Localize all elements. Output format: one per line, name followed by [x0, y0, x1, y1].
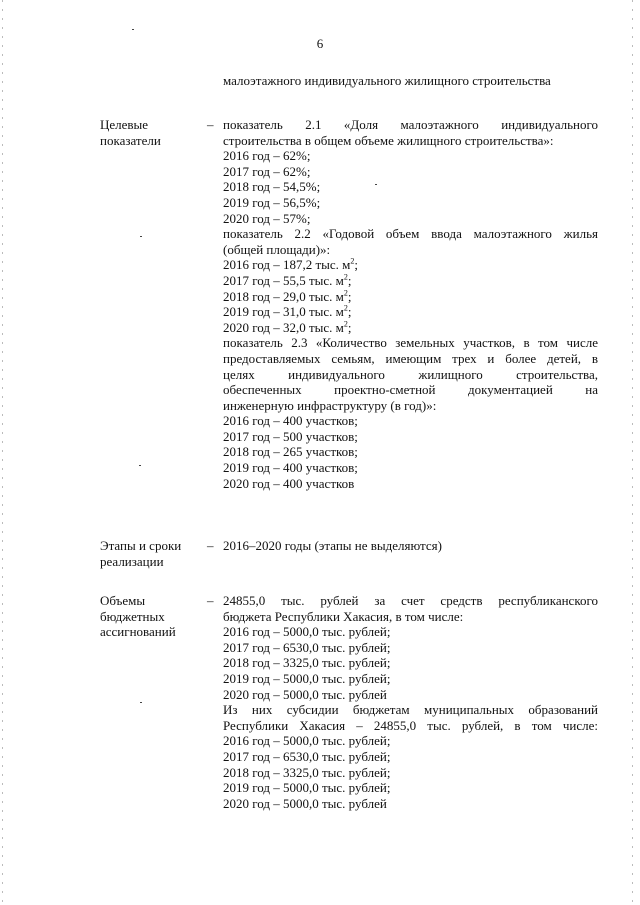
content-line: 2019 год – 31,0 тыс. $м^2$;	[223, 303, 352, 320]
scan-speck	[140, 702, 142, 703]
content-line: 2016 год – 187,2 тыс. $м^2$;	[223, 257, 359, 273]
content-line: инженерную инфраструктуру (в год)»:	[223, 397, 437, 413]
content-line: 2016 год – 5000,0 тыс. рублей;	[223, 624, 391, 640]
content-line: 2017 год – 6530,0 тыс. рублей;	[223, 639, 391, 655]
content-line: бюджета Республики Хакасия, в том числе:	[223, 608, 464, 624]
content-line: 2020 год – 400 участков	[223, 475, 355, 491]
content-line: 2016–2020 годы (этапы не выделяются)	[223, 538, 442, 553]
scan-speck	[132, 29, 134, 30]
superscript: 2	[343, 272, 348, 282]
row-dash: –	[207, 117, 214, 132]
row-label-line: Объемы	[100, 593, 146, 608]
scan-edge-left	[2, 0, 3, 905]
content-line: 2019 год – 5000,0 тыс. рублей;	[223, 670, 391, 686]
content-line: Из них субсидии бюджетам муниципальных образований	[223, 702, 598, 718]
row-label-line: ассигнований	[100, 624, 176, 640]
superscript: 2	[343, 319, 348, 329]
content-line: 2020 год – 5000,0 тыс. рублей	[223, 686, 387, 702]
content-line: показатель 2.2 «Годовой объем ввода малоэтажного жилья	[223, 226, 598, 242]
content-line: 2017 год – 62%;	[223, 163, 311, 179]
scan-speck	[139, 465, 141, 466]
content-line: 2019 год – 56,5%;	[223, 194, 321, 210]
content-line: 2020 год – 57%;	[223, 210, 311, 226]
scan-edge-right	[632, 0, 633, 905]
content-line: 2020 год – 5000,0 тыс. рублей	[223, 795, 387, 811]
superscript: 2	[343, 303, 348, 313]
content-line: 2018 год – 3325,0 тыс. рублей;	[223, 655, 391, 671]
row-label-line: показатели	[100, 132, 161, 148]
content-line: Республики Хакасия – 24855,0 тыс. рублей, в том числе:	[223, 717, 598, 733]
scan-speck	[140, 236, 142, 237]
row-dash: –	[207, 538, 214, 553]
content-line: 2016 год – 5000,0 тыс. рублей;	[223, 733, 391, 749]
content-line: 2016 год – 400 участков;	[223, 413, 358, 429]
superscript: 2	[343, 288, 348, 298]
row-label-line: Этапы и сроки	[100, 538, 182, 553]
content-line: строительства в общем объеме жилищного строительства»:	[223, 132, 554, 148]
row-content	[223, 538, 598, 554]
content-line: 24855,0 тыс. рублей за счет средств республиканского	[223, 593, 598, 608]
content-line: 2018 год – 265 участков;	[223, 444, 358, 460]
row-label-line: Целевые	[100, 117, 149, 132]
row-label	[100, 538, 205, 569]
row-label	[100, 117, 205, 148]
row-label	[100, 593, 205, 640]
row-dash: –	[207, 593, 214, 608]
content-line: (общей площади)»:	[223, 241, 331, 257]
content-line: целях индивидуального жилищного строительства,	[223, 366, 598, 382]
content-line: 2019 год – 5000,0 тыс. рублей;	[223, 780, 391, 796]
continuation-line: малоэтажного индивидуального жилищного строительства	[223, 73, 551, 88]
content-line: 2019 год – 400 участков;	[223, 460, 358, 476]
content-line: 2017 год – 500 участков;	[223, 428, 358, 444]
content-line: 2018 год – 3325,0 тыс. рублей;	[223, 764, 391, 780]
row-content	[223, 593, 598, 811]
content-line: 2016 год – 62%;	[223, 148, 311, 164]
superscript: 2	[350, 257, 355, 267]
content-line: 2018 год – 54,5%;	[223, 179, 321, 195]
content-line: 2017 год – 6530,0 тыс. рублей;	[223, 748, 391, 764]
content-line: предоставляемых семьям, имеющим трех и более детей, в	[223, 350, 598, 366]
content-line: 2018 год – 29,0 тыс. $м^2$;	[223, 288, 352, 304]
content-line: показатель 2.1 «Доля малоэтажного индивидуального	[223, 117, 598, 132]
content-line: показатель 2.3 «Количество земельных участков, в том числе	[223, 335, 598, 351]
content-line: обеспеченных проектно-сметной документацией на	[223, 382, 598, 398]
content-line: 2017 год – 55,5 тыс. $м^2$;	[223, 272, 352, 288]
row-label-line: бюджетных	[100, 608, 165, 624]
row-label-line: реализации	[100, 553, 164, 569]
row-content	[223, 117, 598, 491]
content-line: 2020 год – 32,0 тыс. $м^2$;	[223, 319, 352, 335]
page-number: 6	[316, 36, 324, 51]
